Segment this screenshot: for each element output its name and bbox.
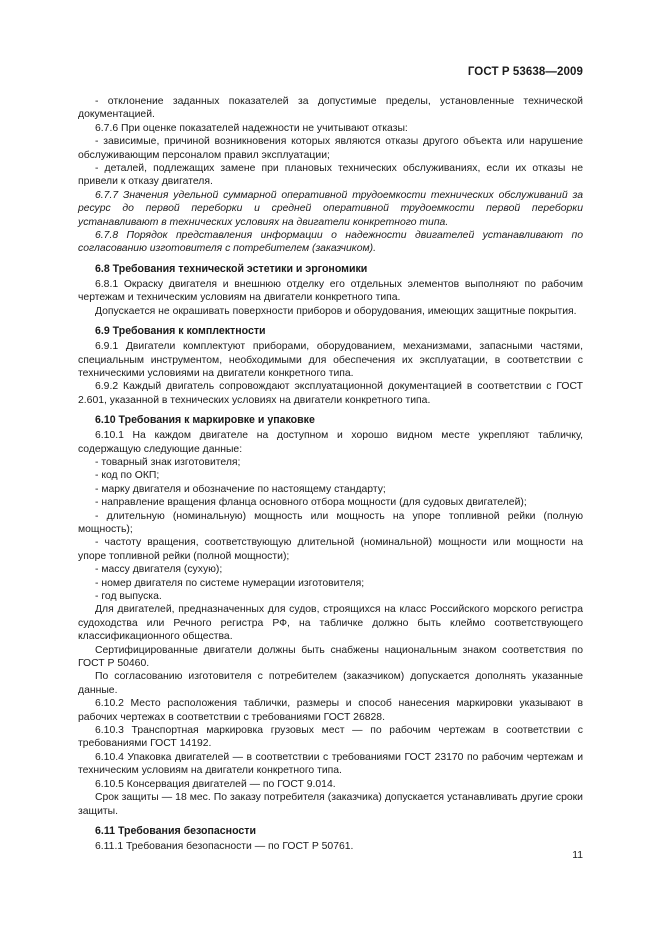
paragraph: Допускается не окрашивать поверхности приборов и оборудования, имеющих защитные покрытия.	[95, 305, 577, 317]
paragraph: - отклонение заданных показателей за допустимые пределы, установленные технической документацией.	[78, 96, 583, 121]
paragraph: 6.10.3 Транспортная маркировка грузовых мест — по рабочим чертежам в соответствии с требованиями ГОСТ 14192.	[78, 725, 583, 750]
document-body	[78, 95, 583, 853]
list-item: - год выпуска.	[95, 591, 162, 602]
paragraph: 6.8.1 Окраску двигателя и внешнюю отделку его отдельных элементов выполняют по рабочим чертежам и техническим условиям на двигатели конкретного типа.	[78, 278, 583, 304]
list-item: - номер двигателя по системе нумерации изготовителя;	[95, 577, 365, 589]
paragraph: По согласованию изготовителя с потребителем (заказчиком) допускается дополнять указанные данные.	[78, 671, 583, 696]
paragraph: 6.11.1 Требования безопасности — по ГОСТ Р 50761.	[95, 840, 354, 852]
list-item: - марку двигателя и обозначение по настоящему стандарту;	[95, 483, 386, 495]
list-item: - массу двигателя (сухую);	[95, 564, 223, 576]
paragraph: 6.10.5 Консервация двигателей — по ГОСТ 9.014.	[95, 778, 336, 790]
list-item: - товарный знак изготовителя;	[95, 456, 241, 468]
document-id-header: ГОСТ Р 53638—2009	[467, 66, 583, 78]
paragraph: - зависимые, причиной возникновения которых являются отказы другого объекта или нарушение обслуживающим персоналом правил эксплуатации;	[78, 136, 583, 161]
list-item: - код по ОКП;	[95, 470, 160, 482]
paragraph: 6.9.2 Каждый двигатель сопровождают эксплуатационной документацией в соответствии с ГОСТ 2.601, указанной в технических условиях на двигатели конкретного типа.	[78, 381, 583, 406]
paragraph: - деталей, подлежащих замене при плановых технических обслуживаниях, если их отказы не привели к отказу двигателя.	[78, 163, 583, 188]
italic-paragraph: 6.7.8 Порядок представления информации о надежности двигателей устанавливают по согласованию изготовителя с потребителем (заказчиком).	[78, 230, 583, 255]
list-item: - длительную (номинальную) мощность или мощность на упоре топливной рейки (полную мощность);	[78, 510, 583, 535]
paragraph: 6.10.4 Упаковка двигателей — в соответствии с требованиями ГОСТ 23170 по рабочим чертежам и техническим условиям на двигатели конкретного типа.	[78, 751, 583, 777]
paragraph: Для двигателей, предназначенных для судов, строящихся на класс Российского морского регистра судоходства или Речного регистра РФ, на табличке должно быть клеймо соответствующего классификационного общества.	[78, 604, 583, 643]
paragraph: 6.7.6 При оценке показателей надежности не учитывают отказы:	[95, 122, 408, 134]
section-heading: 6.9 Требования к комплектности	[95, 325, 266, 338]
paragraph: 6.10.1 На каждом двигателе на доступном и хорошо видном месте укрепляют табличку, содержащую следующие данные:	[78, 430, 583, 455]
list-item: - направление вращения фланца основного отбора мощности (для судовых двигателей);	[95, 497, 527, 509]
paragraph: Сертифицированные двигатели должны быть снабжены национальным знаком соответствия по ГОСТ Р 50460.	[78, 644, 583, 670]
paragraph: 6.9.1 Двигатели комплектуют приборами, оборудованием, механизмами, запасными частями, специальным инструментом, необходимыми для обеспечения их эксплуатации, в соответствии с техническими условиями на двигатели конкретного типа.	[78, 341, 583, 379]
section-heading: 6.10 Требования к маркировке и упаковке	[95, 414, 315, 427]
section-heading: 6.11 Требования безопасности	[95, 824, 256, 837]
paragraph: 6.10.2 Место расположения таблички, размеры и способ нанесения маркировки указывают в рабочих чертежах в соответствии с требованиями ГОСТ 26828.	[78, 698, 583, 723]
page-number: 11	[572, 850, 583, 861]
paragraph: Срок защиты — 18 мес. По заказу потребителя (заказчика) допускается устанавливать другие сроки защиты.	[78, 792, 583, 817]
list-item: - частоту вращения, соответствующую длительной (номинальной) мощности или мощности на упоре топливной рейки (полной мощности);	[78, 537, 583, 562]
italic-paragraph: 6.7.7 Значения удельной суммарной оперативной трудоемкости технических обслуживаний за ресурс до первой переборки и средней оперативной трудоемкости первой переборки устанавливают в технических условиях на двигатели конкретного типа.	[78, 189, 583, 228]
section-heading: 6.8 Требования технической эстетики и эргономики	[95, 262, 368, 275]
